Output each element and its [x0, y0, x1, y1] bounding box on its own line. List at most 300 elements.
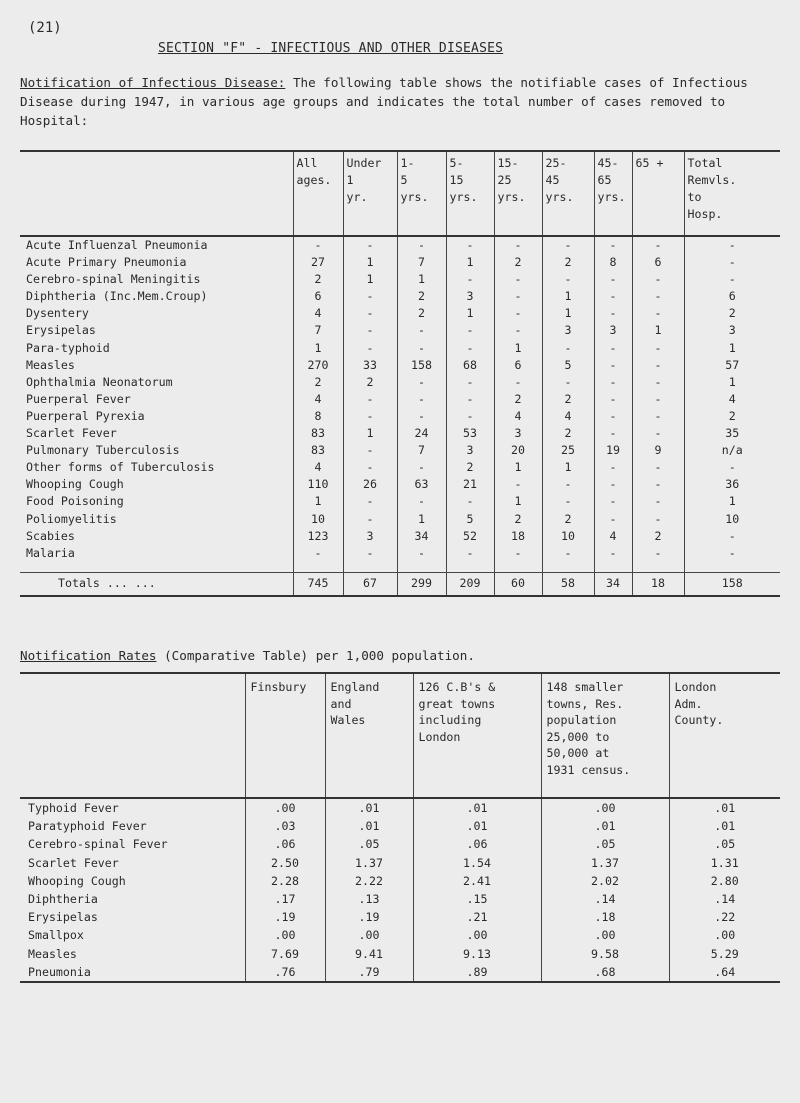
totals-cell: 34: [594, 572, 632, 596]
table-cell: -: [542, 271, 594, 288]
table-cell: 110: [293, 476, 343, 493]
table-cell: -: [632, 476, 684, 493]
table-cell: -: [594, 408, 632, 425]
row-label: Whooping Cough: [28, 873, 126, 888]
table-cell: .01: [669, 798, 780, 817]
table-cell: -: [632, 271, 684, 288]
table-cell: -: [594, 340, 632, 357]
table-cell: .14: [541, 890, 669, 908]
table-cell: 34: [397, 528, 446, 545]
table-cell: 9: [632, 442, 684, 459]
row-label: Poliomyelitis: [26, 511, 117, 526]
table-cell: -: [494, 545, 542, 562]
table-cell: 83: [293, 425, 343, 442]
section-title: SECTION "F" - INFECTIOUS AND OTHER DISEASES: [158, 41, 504, 56]
table-cell: 123: [293, 528, 343, 545]
table-cell: 3: [542, 322, 594, 339]
table-cell: -: [343, 545, 397, 562]
table-cell: 1: [494, 459, 542, 476]
table-cell: 1: [684, 340, 780, 357]
spacer-cell: [293, 562, 343, 573]
table-cell: -: [594, 459, 632, 476]
spacer-cell: [446, 562, 494, 573]
table-cell: 26: [343, 476, 397, 493]
table-cell: 7: [397, 442, 446, 459]
table-cell: 21: [446, 476, 494, 493]
table-cell: 5: [542, 357, 594, 374]
row-label: Malaria: [26, 545, 75, 560]
table-cell: 270: [293, 357, 343, 374]
table-cell: -: [397, 493, 446, 510]
table-cell: -: [343, 236, 397, 254]
totals-cell: 299: [397, 572, 446, 596]
table1-header-65-plus: 65 +: [632, 151, 684, 236]
rates-title-text: (Comparative Table) per 1,000 population.: [156, 648, 475, 663]
table-cell: 52: [446, 528, 494, 545]
table-cell: -: [542, 374, 594, 391]
table-cell: 10: [293, 511, 343, 528]
table-cell: .01: [325, 798, 413, 817]
rates-table-title: [20, 648, 475, 663]
table-cell: .13: [325, 890, 413, 908]
table-cell: 3: [684, 322, 780, 339]
row-label: Ophthalmia Neonatorum: [26, 374, 173, 389]
table-cell: -: [494, 236, 542, 254]
table-cell: -: [632, 288, 684, 305]
table-cell: -: [343, 459, 397, 476]
table-cell: 33: [343, 357, 397, 374]
table-cell: .19: [245, 908, 325, 926]
table-cell: -: [632, 236, 684, 254]
table2-header-england-wales: England and Wales: [325, 673, 413, 798]
table-row: [20, 890, 780, 908]
table-cell: -: [632, 391, 684, 408]
table-cell: 1: [343, 425, 397, 442]
table-cell: -: [397, 545, 446, 562]
table-cell: 1: [542, 305, 594, 322]
table-cell: .00: [245, 926, 325, 944]
table-cell: .14: [669, 890, 780, 908]
table-cell: .21: [413, 908, 541, 926]
totals-cell: 18: [632, 572, 684, 596]
totals-row: [20, 572, 780, 596]
table-cell: 7: [293, 322, 343, 339]
table-cell: 53: [446, 425, 494, 442]
table2-corner-cell: [20, 673, 245, 798]
table-cell: 2.22: [325, 872, 413, 890]
table-cell: -: [446, 391, 494, 408]
table-cell: .03: [245, 817, 325, 835]
table-cell: 1.37: [325, 854, 413, 872]
table1-header-total-removals: Total Remvls. to Hosp.: [684, 151, 780, 236]
table-cell: -: [494, 288, 542, 305]
table-cell: 68: [446, 357, 494, 374]
table-cell: 20: [494, 442, 542, 459]
table-cell: -: [494, 305, 542, 322]
table-cell: .19: [325, 908, 413, 926]
table-cell: -: [343, 391, 397, 408]
table-cell: 1.54: [413, 854, 541, 872]
table-cell: 2: [684, 408, 780, 425]
table-cell: 3: [594, 322, 632, 339]
table-cell: 9.58: [541, 945, 669, 963]
table-cell: 1: [397, 511, 446, 528]
table-cell: 5: [446, 511, 494, 528]
table-cell: .01: [669, 817, 780, 835]
table-row: [20, 305, 780, 322]
row-label: Scarlet Fever: [28, 855, 119, 870]
table-cell: -: [343, 322, 397, 339]
totals-cell: 67: [343, 572, 397, 596]
infectious-disease-table: [20, 150, 780, 597]
table-row: [20, 511, 780, 528]
totals-cell: 745: [293, 572, 343, 596]
table-cell: -: [632, 493, 684, 510]
table-cell: -: [397, 408, 446, 425]
table-cell: 2: [494, 254, 542, 271]
table-cell: .00: [325, 926, 413, 944]
table-cell: .01: [413, 798, 541, 817]
table-cell: -: [594, 236, 632, 254]
table-cell: .01: [413, 817, 541, 835]
table-cell: 6: [293, 288, 343, 305]
table-cell: -: [632, 357, 684, 374]
spacer-cell: [343, 562, 397, 573]
table-cell: -: [446, 322, 494, 339]
table-cell: -: [594, 271, 632, 288]
table-cell: .79: [325, 963, 413, 982]
table-cell: 2.80: [669, 872, 780, 890]
table-cell: 3: [446, 288, 494, 305]
table-cell: 36: [684, 476, 780, 493]
table-cell: 4: [494, 408, 542, 425]
page-number: (21): [28, 20, 62, 36]
table-cell: -: [632, 545, 684, 562]
table-cell: -: [594, 357, 632, 374]
table2-header-126-cbs: 126 C.B's & great towns including London: [413, 673, 541, 798]
table-cell: 2: [446, 459, 494, 476]
table-cell: 2: [542, 391, 594, 408]
table-cell: 1.37: [541, 854, 669, 872]
table-row: [20, 425, 780, 442]
table-cell: n/a: [684, 442, 780, 459]
table1-header-all-ages: All ages.: [293, 151, 343, 236]
table-cell: 2: [684, 305, 780, 322]
spacer-cell: [542, 562, 594, 573]
table-row: [20, 459, 780, 476]
totals-cell: 158: [684, 572, 780, 596]
spacer-cell: [632, 562, 684, 573]
table-cell: -: [542, 236, 594, 254]
table-cell: 3: [446, 442, 494, 459]
table-cell: -: [684, 236, 780, 254]
table-cell: -: [542, 340, 594, 357]
row-label: Erysipelas: [28, 910, 98, 925]
table2-header-finsbury: Finsbury: [245, 673, 325, 798]
row-label: Erysipelas: [26, 323, 96, 338]
table-cell: .00: [669, 926, 780, 944]
table1-header-25-45: 25- 45 yrs.: [542, 151, 594, 236]
table-row: [20, 835, 780, 853]
table-row: [20, 476, 780, 493]
table-cell: 35: [684, 425, 780, 442]
table-cell: 1: [494, 340, 542, 357]
table-cell: .17: [245, 890, 325, 908]
table-cell: -: [684, 254, 780, 271]
table-row: [20, 817, 780, 835]
row-label: Scabies: [26, 528, 75, 543]
table-row: [20, 908, 780, 926]
row-label: Food Poisoning: [26, 494, 124, 509]
table-cell: -: [632, 425, 684, 442]
row-label: Typhoid Fever: [28, 801, 119, 815]
table-cell: -: [684, 459, 780, 476]
table-cell: .15: [413, 890, 541, 908]
table-cell: -: [397, 322, 446, 339]
intro-text: The following table shows the notifiable cases of Infectious Disease during 1947, in various age groups and indicates the total number of cases removed to Hospital:: [20, 75, 748, 128]
table-row: [20, 391, 780, 408]
table-cell: 2: [542, 425, 594, 442]
table-cell: -: [632, 408, 684, 425]
table-cell: -: [446, 545, 494, 562]
table-cell: 2.02: [541, 872, 669, 890]
table1-header-15-25: 15- 25 yrs.: [494, 151, 542, 236]
table-row: [20, 408, 780, 425]
table-row: [20, 945, 780, 963]
table-cell: -: [446, 271, 494, 288]
table-cell: 158: [397, 357, 446, 374]
table-cell: 1: [494, 493, 542, 510]
table-cell: 3: [494, 425, 542, 442]
totals-label: Totals ... ...: [20, 572, 293, 596]
table-row: [20, 254, 780, 271]
table-cell: 6: [632, 254, 684, 271]
table-cell: 1: [684, 374, 780, 391]
table-cell: 8: [594, 254, 632, 271]
table2-header-london: London Adm. County.: [669, 673, 780, 798]
table-cell: -: [293, 236, 343, 254]
table-row: [20, 528, 780, 545]
spacer-row: [20, 562, 780, 573]
table-cell: .68: [541, 963, 669, 982]
table-cell: 2: [293, 374, 343, 391]
table-cell: 83: [293, 442, 343, 459]
table-row: [20, 442, 780, 459]
table-cell: -: [594, 305, 632, 322]
table2-header-row: [20, 673, 780, 798]
table-row: [20, 926, 780, 944]
table-cell: .06: [413, 835, 541, 853]
table-cell: 1: [542, 459, 594, 476]
table-cell: .18: [541, 908, 669, 926]
table-cell: 4: [293, 459, 343, 476]
table-cell: .00: [245, 798, 325, 817]
table-cell: -: [632, 340, 684, 357]
table1-header-1-5: 1- 5 yrs.: [397, 151, 446, 236]
table-cell: 6: [684, 288, 780, 305]
table-cell: .06: [245, 835, 325, 853]
table-cell: 4: [542, 408, 594, 425]
table-row: [20, 340, 780, 357]
table-cell: -: [542, 476, 594, 493]
table-cell: -: [632, 305, 684, 322]
table-cell: 7: [397, 254, 446, 271]
table1-header-under-1: Under 1 yr.: [343, 151, 397, 236]
table-cell: -: [684, 271, 780, 288]
table1-header-row: [20, 151, 780, 236]
table-cell: 1: [293, 340, 343, 357]
table-cell: -: [343, 408, 397, 425]
table-cell: -: [594, 545, 632, 562]
table-cell: 2.50: [245, 854, 325, 872]
intro-paragraph: [20, 73, 790, 130]
table-cell: -: [446, 374, 494, 391]
table-cell: -: [594, 391, 632, 408]
table-cell: 2: [494, 391, 542, 408]
table-cell: 1: [446, 305, 494, 322]
row-label: Para-typhoid: [26, 340, 110, 355]
totals-cell: 60: [494, 572, 542, 596]
table-cell: 2.28: [245, 872, 325, 890]
table-cell: 1: [542, 288, 594, 305]
spacer-cell: [684, 562, 780, 573]
table-row: [20, 374, 780, 391]
table-cell: .05: [669, 835, 780, 853]
spacer-cell: [20, 562, 293, 573]
table1-header-5-15: 5- 15 yrs.: [446, 151, 494, 236]
table-row: [20, 271, 780, 288]
table-cell: -: [397, 391, 446, 408]
totals-cell: 209: [446, 572, 494, 596]
table-cell: .00: [541, 926, 669, 944]
table-cell: -: [293, 545, 343, 562]
table-cell: 9.41: [325, 945, 413, 963]
table-cell: -: [343, 340, 397, 357]
table-cell: 2: [397, 288, 446, 305]
table-cell: -: [684, 545, 780, 562]
spacer-cell: [397, 562, 446, 573]
table-cell: -: [594, 288, 632, 305]
row-label: Scarlet Fever: [26, 426, 117, 441]
row-label: Puerperal Pyrexia: [26, 408, 145, 423]
table-cell: .01: [325, 817, 413, 835]
row-label: Smallpox: [28, 928, 84, 943]
table-cell: 1: [343, 271, 397, 288]
table-cell: 8: [293, 408, 343, 425]
row-label: Pneumonia: [20, 963, 245, 982]
table-row: [20, 854, 780, 872]
row-label: Diphtheria (Inc.Mem.Croup): [26, 289, 208, 304]
table-cell: .05: [325, 835, 413, 853]
table-cell: -: [594, 425, 632, 442]
table-row: [20, 322, 780, 339]
table-cell: 10: [684, 511, 780, 528]
table-cell: 18: [494, 528, 542, 545]
table-cell: -: [684, 528, 780, 545]
table-row: [20, 963, 780, 982]
table-cell: -: [343, 511, 397, 528]
table2-header-148-towns: 148 smaller towns, Res. population 25,000 to 50,000 at 1931 census.: [541, 673, 669, 798]
spacer-cell: [494, 562, 542, 573]
table-cell: 2: [293, 271, 343, 288]
table-cell: .00: [541, 798, 669, 817]
table-cell: 2: [632, 528, 684, 545]
row-label: Diphtheria: [28, 892, 98, 907]
table-cell: 2: [542, 511, 594, 528]
table-cell: .01: [541, 817, 669, 835]
table-cell: 5.29: [669, 945, 780, 963]
table-cell: 2: [542, 254, 594, 271]
table-cell: 1: [343, 254, 397, 271]
table-cell: -: [343, 288, 397, 305]
table-row: [20, 288, 780, 305]
table-cell: 1: [293, 493, 343, 510]
table-cell: -: [494, 322, 542, 339]
table-cell: -: [632, 511, 684, 528]
table-row: [20, 798, 780, 817]
table-cell: .22: [669, 908, 780, 926]
table-cell: -: [542, 545, 594, 562]
table-cell: -: [446, 236, 494, 254]
row-label: Cerebro-spinal Fever: [28, 837, 168, 852]
table-cell: 4: [684, 391, 780, 408]
table-cell: 3: [343, 528, 397, 545]
table-cell: -: [343, 442, 397, 459]
table-cell: -: [542, 493, 594, 510]
table-cell: 27: [293, 254, 343, 271]
table-cell: 24: [397, 425, 446, 442]
table-cell: .05: [541, 835, 669, 853]
row-label: Measles: [26, 357, 75, 372]
table-cell: 7.69: [245, 945, 325, 963]
table-cell: 57: [684, 357, 780, 374]
table-cell: 1.31: [669, 854, 780, 872]
table-cell: -: [397, 459, 446, 476]
row-label: Pulmonary Tuberculosis: [26, 443, 180, 458]
table-cell: 10: [542, 528, 594, 545]
row-label: Dysentery: [26, 306, 89, 321]
table-cell: 4: [293, 305, 343, 322]
table-cell: -: [397, 236, 446, 254]
table-cell: 63: [397, 476, 446, 493]
table-cell: -: [632, 459, 684, 476]
table-cell: 1: [632, 322, 684, 339]
table-cell: -: [397, 374, 446, 391]
rates-title-lead: Notification Rates: [20, 648, 157, 663]
row-label: Measles: [28, 946, 77, 961]
table-cell: .76: [245, 963, 325, 982]
table1-corner-cell: [20, 151, 293, 236]
table-cell: 2: [397, 305, 446, 322]
table1-header-45-65: 45- 65 yrs.: [594, 151, 632, 236]
table-cell: .64: [669, 963, 780, 982]
table-cell: .89: [413, 963, 541, 982]
table-cell: 4: [293, 391, 343, 408]
table-cell: 4: [594, 528, 632, 545]
row-label: Other forms of Tuberculosis: [26, 460, 215, 475]
table-cell: 2: [494, 511, 542, 528]
table-cell: -: [446, 340, 494, 357]
row-label: Acute Influenzal Pneumonia: [26, 238, 208, 252]
table-row: [20, 236, 780, 254]
row-label: Cerebro-spinal Meningitis: [26, 272, 201, 287]
table-cell: -: [494, 374, 542, 391]
table-cell: 1: [684, 493, 780, 510]
table-cell: -: [343, 493, 397, 510]
table-cell: 1: [446, 254, 494, 271]
totals-cell: 58: [542, 572, 594, 596]
row-label: Puerperal Fever: [26, 391, 131, 406]
